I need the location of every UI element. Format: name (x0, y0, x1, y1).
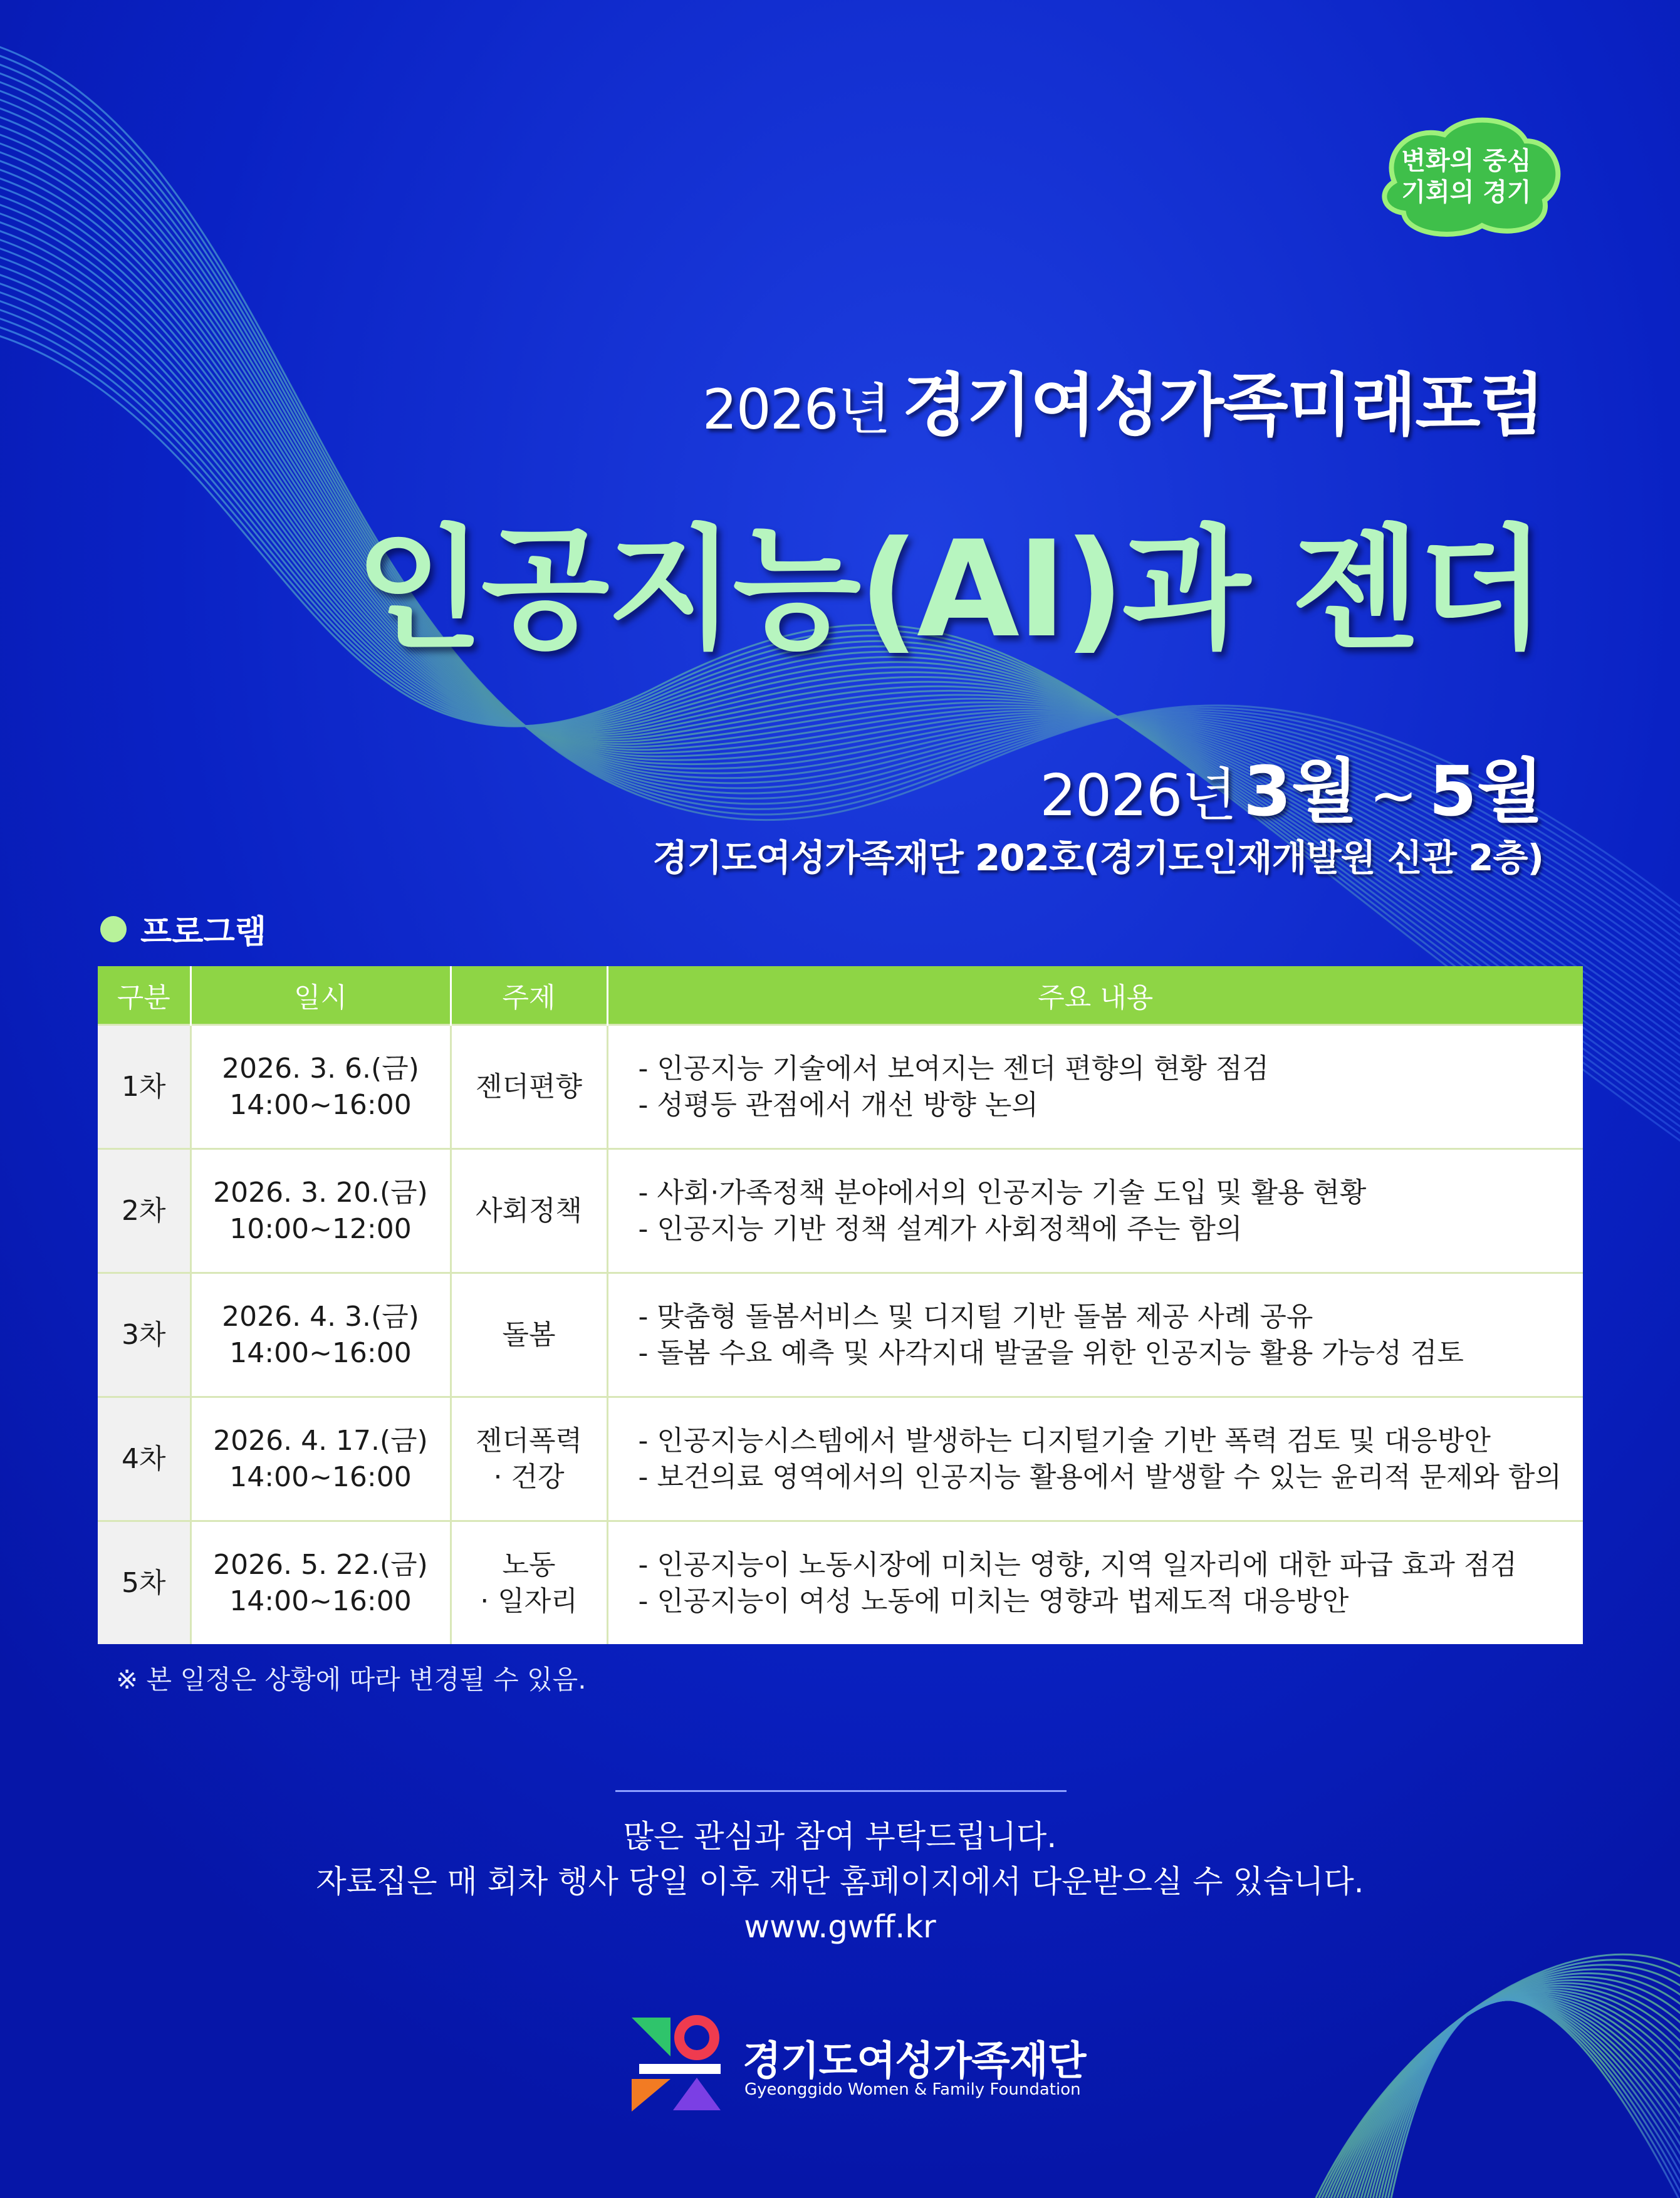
content-line: - 돌봄 수요 예측 및 사각지대 발굴을 위한 인공지능 활용 가능성 검토 (638, 1336, 1464, 1369)
content-line: - 인공지능 기반 정책 설계가 사회정책에 주는 함의 (638, 1212, 1243, 1245)
round-cell: 2차 (98, 1149, 190, 1273)
topic-cell (451, 1397, 607, 1521)
round-cell: 5차 (98, 1521, 190, 1645)
topic-cell (451, 1149, 607, 1273)
content-cell (607, 1025, 1583, 1149)
closing-line-1: 많은 관심과 참여 부탁드립니다. (623, 1818, 1057, 1855)
datetime-cell (190, 1397, 451, 1521)
content-line: - 맞춤형 돌봄서비스 및 디지털 기반 돌봄 제공 사례 공유 (638, 1300, 1313, 1333)
content-line: - 보건의료 영역에서의 인공지능 활용에서 발생할 수 있는 윤리적 문제와 함의 (638, 1461, 1562, 1493)
datetime-cell (190, 1149, 451, 1273)
forum-year: 2026년 (702, 377, 890, 442)
table-row (98, 1149, 1583, 1273)
datetime-cell (190, 1521, 451, 1645)
datetime-cell (190, 1025, 451, 1149)
program-heading (100, 905, 266, 949)
slogan-badge (1369, 113, 1563, 238)
foundation-name: 경기도여성가족재단 (743, 2038, 1086, 2085)
time-text: 14:00~16:00 (229, 1461, 412, 1493)
content-cell (607, 1149, 1583, 1273)
time-text: 14:00~16:00 (229, 1585, 412, 1617)
topic-text: 사회정책 (475, 1194, 582, 1227)
website-link[interactable]: www.gwff.kr (744, 1909, 936, 1945)
forum-title (702, 351, 1543, 448)
table-header-row (98, 966, 1583, 1025)
schedule-note: ※ 본 일정은 상황에 따라 변경될 수 있음. (116, 1664, 587, 1695)
closing-line-2: 자료집은 매 회차 행사 당일 이후 재단 홈페이지에서 다운받으실 수 있습니다. (316, 1863, 1364, 1900)
table-row (98, 1521, 1583, 1645)
content-line: - 인공지능 기술에서 보여지는 젠더 편향의 현황 점검 (638, 1052, 1269, 1085)
badge-line-2: 기회의 경기 (1401, 178, 1531, 207)
round-cell: 1차 (98, 1025, 190, 1149)
time-text: 10:00~12:00 (229, 1212, 412, 1245)
closing-message (0, 1814, 1680, 1949)
event-venue: 경기도여성가족재단 202호(경기도인재개발원 신관 2층) (652, 836, 1543, 879)
date-text: 2026. 4. 3.(금) (222, 1300, 419, 1333)
program-table (98, 966, 1583, 1644)
topic-text: · 일자리 (480, 1585, 578, 1617)
date-text: 2026. 3. 20.(금) (213, 1176, 428, 1209)
table-row (98, 1397, 1583, 1521)
topic-text: · 건강 (493, 1461, 565, 1493)
content-line: - 인공지능시스템에서 발생하는 디지털기술 기반 폭력 검토 및 대응방안 (638, 1424, 1491, 1457)
main-title: 인공지능(AI)과 젠더 (355, 512, 1543, 667)
topic-cell (451, 1025, 607, 1149)
topic-text: 돌봄 (502, 1318, 556, 1351)
content-line: - 사회·가족정책 분야에서의 인공지능 기술 도입 및 활용 현황 (638, 1176, 1367, 1209)
column-header-content: 주요 내용 (607, 966, 1583, 1025)
date-text: 2026. 3. 6.(금) (222, 1052, 419, 1085)
content-line: - 성평등 관점에서 개선 방향 논의 (638, 1088, 1038, 1121)
foundation-logo-icon (627, 2011, 727, 2112)
forum-name: 경기여성가족미래포럼 (902, 367, 1543, 445)
bullet-dot-icon (100, 916, 127, 942)
table-row (98, 1273, 1583, 1397)
round-cell: 3차 (98, 1273, 190, 1397)
foundation-name-english: Gyeonggido Women & Family Foundation (744, 2080, 1081, 2099)
topic-cell (451, 1521, 607, 1645)
content-line: - 인공지능이 노동시장에 미치는 영향, 지역 일자리에 대한 파급 효과 점검 (638, 1548, 1517, 1581)
content-line: - 인공지능이 여성 노동에 미치는 영향과 법제도적 대응방안 (638, 1585, 1349, 1617)
program-heading-label: 프로그램 (140, 914, 266, 951)
event-period (1040, 736, 1543, 835)
period-end: 5월 (1429, 751, 1543, 831)
table-row (98, 1025, 1583, 1149)
time-text: 14:00~16:00 (229, 1336, 412, 1369)
content-cell (607, 1273, 1583, 1397)
period-start: 3월 (1243, 751, 1359, 831)
time-text: 14:00~16:00 (229, 1088, 412, 1121)
date-text: 2026. 4. 17.(금) (213, 1424, 428, 1457)
topic-text: 노동 (502, 1548, 556, 1581)
divider (615, 1790, 1067, 1792)
date-text: 2026. 5. 22.(금) (213, 1548, 428, 1581)
topic-text: 젠더폭력 (475, 1424, 582, 1457)
column-header-topic: 주제 (451, 966, 607, 1025)
foundation-logo (627, 2011, 1086, 2112)
period-separator: ~ (1369, 762, 1418, 829)
column-header-datetime: 일시 (190, 966, 451, 1025)
round-cell: 4차 (98, 1397, 190, 1521)
content-cell (607, 1521, 1583, 1645)
period-year: 2026년 (1040, 762, 1236, 829)
badge-line-1: 변화의 중심 (1401, 147, 1531, 175)
datetime-cell (190, 1273, 451, 1397)
column-header-round: 구분 (98, 966, 190, 1025)
topic-text: 젠더편향 (475, 1070, 582, 1103)
topic-cell (451, 1273, 607, 1397)
content-cell (607, 1397, 1583, 1521)
